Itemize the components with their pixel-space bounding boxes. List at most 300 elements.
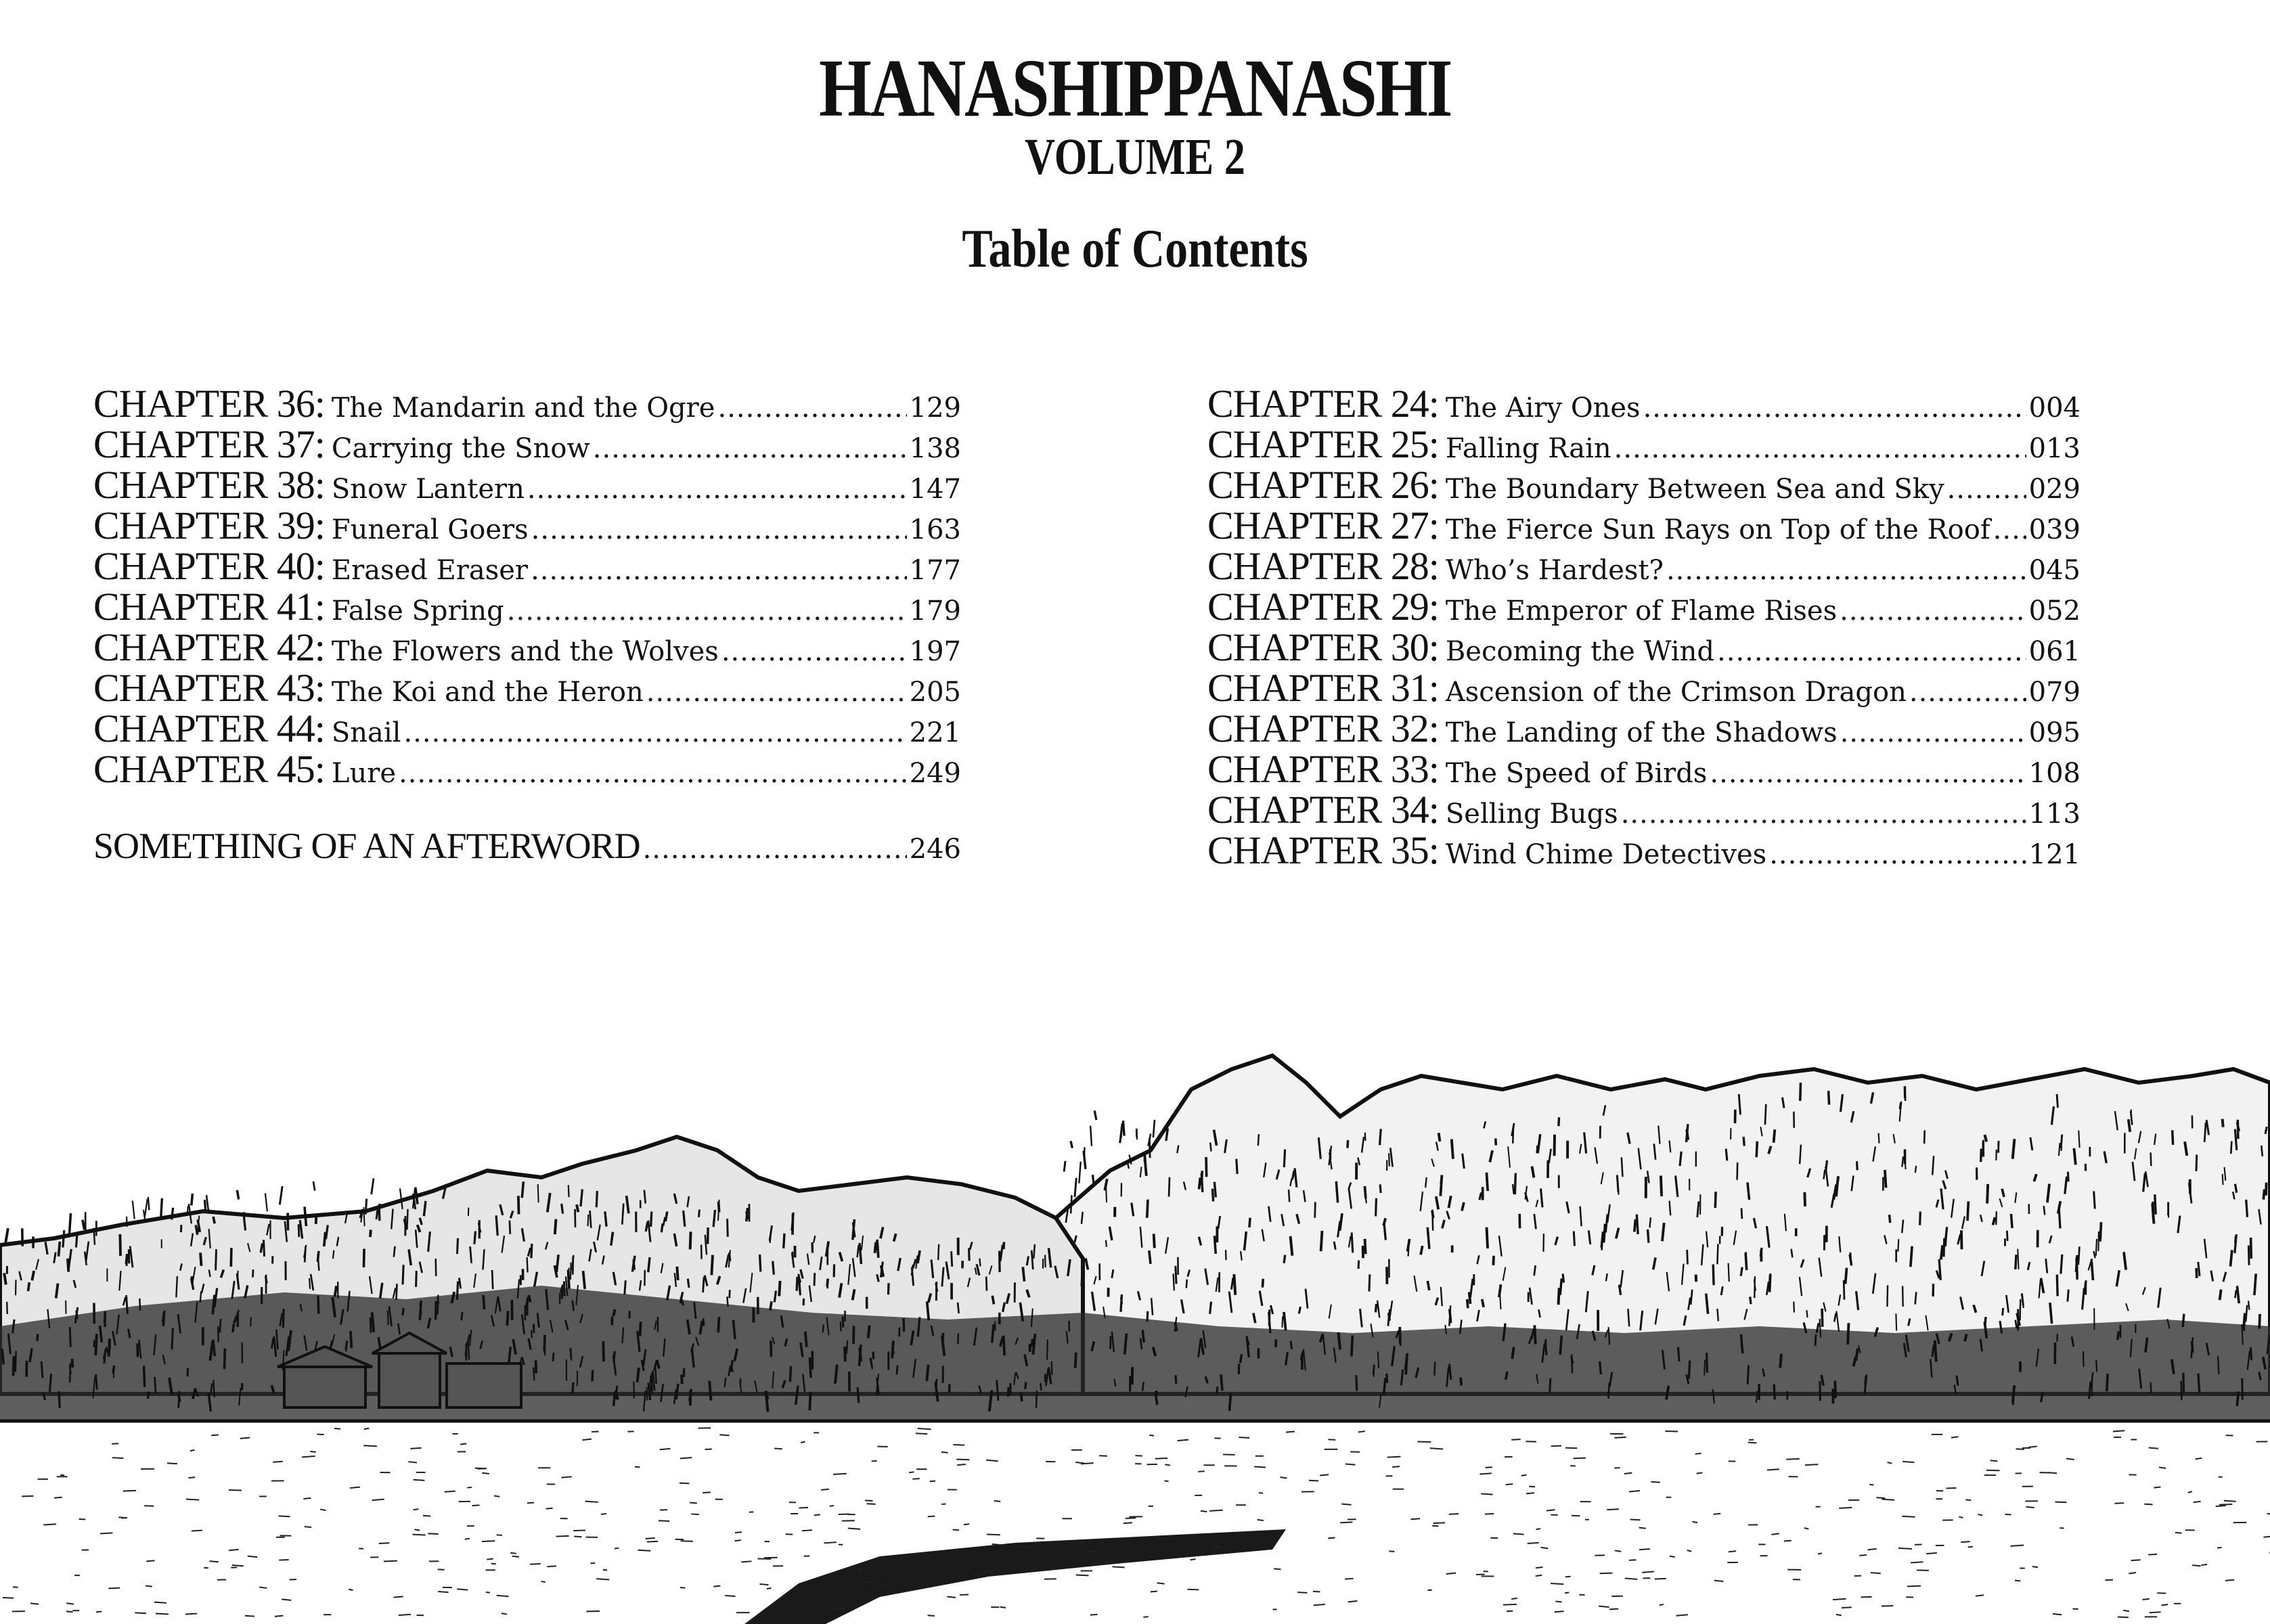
field-stroke bbox=[541, 1581, 546, 1582]
field-stroke bbox=[1214, 1545, 1220, 1546]
hatch-stroke bbox=[233, 1324, 234, 1332]
field-stroke bbox=[992, 1544, 1000, 1545]
field-stroke bbox=[2192, 1565, 2200, 1566]
hatch-stroke bbox=[888, 1283, 889, 1294]
field-stroke bbox=[984, 1571, 994, 1572]
hatch-stroke bbox=[1915, 1166, 1916, 1173]
hatch-stroke bbox=[1432, 1210, 1433, 1231]
hatch-stroke bbox=[1550, 1378, 1551, 1393]
hatch-stroke bbox=[1120, 1123, 1123, 1143]
field-stroke bbox=[814, 1514, 820, 1515]
hatch-stroke bbox=[1380, 1184, 1381, 1193]
hatch-stroke bbox=[1025, 1382, 1026, 1389]
hatch-stroke bbox=[104, 1311, 106, 1323]
page-number: 079 bbox=[2028, 677, 2080, 708]
hatch-stroke bbox=[2191, 1341, 2192, 1353]
hatch-stroke bbox=[592, 1370, 593, 1382]
field-stroke bbox=[1573, 1458, 1585, 1459]
hatch-stroke bbox=[1765, 1104, 1766, 1125]
hatch-stroke bbox=[860, 1347, 861, 1361]
page-number: 197 bbox=[909, 636, 961, 667]
dot-leader bbox=[1614, 433, 2026, 464]
hatch-stroke bbox=[1338, 1332, 1340, 1350]
field-stroke bbox=[245, 1616, 254, 1617]
chapter-title: The Koi and the Heron bbox=[331, 677, 644, 708]
hatch-stroke bbox=[1850, 1253, 1851, 1261]
field-stroke bbox=[108, 1588, 120, 1589]
hatch-stroke bbox=[133, 1200, 135, 1219]
field-stroke bbox=[646, 1538, 655, 1539]
field-stroke bbox=[1978, 1514, 1982, 1515]
field-stroke bbox=[1348, 1601, 1358, 1602]
hatch-stroke bbox=[2100, 1222, 2101, 1242]
toc-entry bbox=[93, 625, 961, 669]
field-stroke bbox=[411, 1448, 422, 1449]
field-stroke bbox=[2159, 1467, 2166, 1468]
field-stroke bbox=[586, 1611, 600, 1612]
hatch-stroke bbox=[1210, 1143, 1211, 1152]
field-stroke bbox=[1767, 1469, 1779, 1470]
field-stroke bbox=[741, 1561, 751, 1562]
page-number: 147 bbox=[909, 474, 961, 505]
hatch-stroke bbox=[1707, 1353, 1708, 1372]
field-stroke bbox=[1511, 1598, 1517, 1599]
hatch-stroke bbox=[109, 1338, 110, 1357]
hatch-stroke bbox=[1262, 1279, 1263, 1288]
hatch-stroke bbox=[927, 1301, 929, 1320]
hatch-stroke bbox=[1983, 1140, 1984, 1154]
hatch-stroke bbox=[2151, 1382, 2152, 1393]
hatch-stroke bbox=[711, 1255, 713, 1276]
field-stroke bbox=[928, 1516, 935, 1517]
hatch-stroke bbox=[2013, 1139, 2015, 1159]
hatch-stroke bbox=[1427, 1281, 1429, 1290]
field-stroke bbox=[918, 1428, 931, 1429]
hatch-stroke bbox=[172, 1208, 173, 1220]
field-stroke bbox=[1432, 1526, 1438, 1527]
hatch-stroke bbox=[1648, 1230, 1649, 1243]
field-stroke bbox=[1624, 1473, 1632, 1474]
hatch-stroke bbox=[316, 1215, 317, 1224]
page-number: 052 bbox=[2028, 595, 2080, 627]
chapter-number: CHAPTER 42: bbox=[93, 625, 325, 669]
hatch-stroke bbox=[703, 1277, 704, 1292]
field-stroke bbox=[1926, 1553, 1937, 1554]
hatch-stroke bbox=[213, 1380, 214, 1397]
hatch-stroke bbox=[1258, 1134, 1259, 1146]
hatch-stroke bbox=[661, 1223, 663, 1232]
field-stroke bbox=[2032, 1566, 2038, 1567]
hatch-stroke bbox=[94, 1340, 95, 1347]
hatch-stroke bbox=[527, 1257, 528, 1272]
field-stroke bbox=[1976, 1595, 1984, 1596]
hatch-stroke bbox=[1560, 1336, 1561, 1355]
hatch-stroke bbox=[814, 1273, 815, 1286]
field-stroke bbox=[635, 1467, 640, 1468]
hatch-stroke bbox=[1186, 1280, 1187, 1288]
hatch-stroke bbox=[1452, 1139, 1453, 1158]
hatch-stroke bbox=[927, 1365, 928, 1381]
field-stroke bbox=[1861, 1597, 1872, 1598]
toc-entry bbox=[1207, 543, 2080, 588]
hatch-stroke bbox=[1221, 1374, 1222, 1391]
dot-leader bbox=[527, 474, 907, 505]
field-stroke bbox=[1165, 1464, 1170, 1465]
page-number: 108 bbox=[2028, 758, 2080, 789]
hatch-stroke bbox=[436, 1301, 437, 1320]
hatch-stroke bbox=[760, 1255, 761, 1271]
hatch-stroke bbox=[1321, 1231, 1322, 1251]
field-stroke bbox=[1000, 1607, 1006, 1608]
field-stroke bbox=[1286, 1431, 1295, 1432]
hatch-stroke bbox=[216, 1249, 217, 1270]
hatch-stroke bbox=[1082, 1212, 1083, 1224]
hatch-stroke bbox=[59, 1242, 60, 1257]
hatch-stroke bbox=[1680, 1152, 1681, 1166]
hatch-stroke bbox=[2011, 1214, 2012, 1228]
hatch-stroke bbox=[213, 1217, 215, 1223]
dot-leader bbox=[1947, 474, 2026, 505]
field-stroke bbox=[43, 1524, 56, 1525]
hatch-stroke bbox=[200, 1291, 201, 1303]
field-stroke bbox=[487, 1558, 493, 1559]
hatch-stroke bbox=[538, 1184, 539, 1202]
hatch-stroke bbox=[317, 1251, 319, 1262]
hatch-stroke bbox=[95, 1334, 97, 1355]
hatch-stroke bbox=[1036, 1391, 1037, 1407]
hatch-stroke bbox=[2129, 1119, 2130, 1132]
hatch-stroke bbox=[2013, 1386, 2014, 1405]
hatch-stroke bbox=[145, 1199, 148, 1217]
field-stroke bbox=[824, 1542, 837, 1543]
hatch-stroke bbox=[1144, 1155, 1147, 1175]
field-stroke bbox=[1239, 1437, 1249, 1438]
field-stroke bbox=[1198, 1471, 1204, 1472]
field-stroke bbox=[767, 1588, 772, 1589]
hatch-stroke bbox=[1094, 1110, 1096, 1120]
volume-label: VOLUME 2 bbox=[1025, 129, 1245, 185]
hatch-stroke bbox=[648, 1257, 650, 1272]
hatch-stroke bbox=[457, 1238, 458, 1254]
hatch-stroke bbox=[41, 1361, 43, 1378]
field-stroke bbox=[1670, 1556, 1675, 1557]
dot-leader bbox=[1840, 717, 2026, 748]
hatch-stroke bbox=[1376, 1198, 1377, 1217]
hatch-stroke bbox=[877, 1240, 878, 1258]
hatch-stroke bbox=[1421, 1246, 1423, 1255]
chapter-number: CHAPTER 35: bbox=[1207, 828, 1439, 872]
page-number: 004 bbox=[2028, 392, 2080, 424]
field-stroke bbox=[1786, 1459, 1800, 1460]
page-number: 061 bbox=[2028, 636, 2080, 667]
field-stroke bbox=[1651, 1482, 1660, 1483]
hatch-stroke bbox=[1756, 1142, 1757, 1158]
page-number: 163 bbox=[909, 514, 961, 545]
field-stroke bbox=[690, 1503, 697, 1504]
field-stroke bbox=[863, 1582, 874, 1583]
field-stroke bbox=[546, 1508, 553, 1509]
hatch-stroke bbox=[457, 1282, 458, 1300]
field-stroke bbox=[1054, 1568, 1061, 1569]
hatch-stroke bbox=[2107, 1374, 2108, 1391]
hatch-stroke bbox=[1284, 1255, 1285, 1263]
hatch-stroke bbox=[1439, 1133, 1440, 1141]
field-stroke bbox=[638, 1550, 650, 1551]
field-stroke bbox=[1188, 1589, 1199, 1590]
hatch-stroke bbox=[553, 1353, 554, 1361]
hatch-stroke bbox=[113, 1366, 114, 1374]
field-stroke bbox=[363, 1445, 377, 1446]
hatch-stroke bbox=[583, 1271, 585, 1289]
dot-leader bbox=[1666, 555, 2026, 586]
hatch-stroke bbox=[1425, 1177, 1427, 1188]
dot-leader bbox=[403, 717, 906, 748]
field-stroke bbox=[2188, 1491, 2192, 1492]
hatch-stroke bbox=[1780, 1354, 1781, 1368]
chapter-title: Selling Bugs bbox=[1445, 798, 1618, 830]
field-stroke bbox=[735, 1532, 742, 1533]
field-stroke bbox=[953, 1529, 960, 1530]
field-stroke bbox=[713, 1586, 720, 1587]
hatch-stroke bbox=[335, 1286, 336, 1296]
field-stroke bbox=[735, 1540, 741, 1541]
field-stroke bbox=[1536, 1567, 1542, 1568]
hatch-stroke bbox=[1637, 1215, 1638, 1234]
hatch-stroke bbox=[1291, 1341, 1292, 1349]
hatch-stroke bbox=[1600, 1361, 1601, 1374]
field-stroke bbox=[1729, 1551, 1736, 1552]
hatch-stroke bbox=[283, 1309, 284, 1328]
dot-leader bbox=[1643, 392, 2026, 424]
toc-entry bbox=[93, 503, 961, 547]
field-stroke bbox=[872, 1461, 877, 1462]
field-stroke bbox=[30, 1603, 39, 1604]
hatch-stroke bbox=[2263, 1190, 2264, 1200]
hatch-stroke bbox=[372, 1178, 374, 1194]
field-stroke bbox=[2144, 1504, 2152, 1505]
field-stroke bbox=[350, 1487, 360, 1488]
chapter-number: CHAPTER 37: bbox=[93, 422, 325, 466]
hatch-stroke bbox=[1441, 1176, 1442, 1183]
hatch-stroke bbox=[333, 1250, 334, 1259]
hatch-stroke bbox=[590, 1211, 592, 1228]
chapter-number: CHAPTER 30: bbox=[1207, 625, 1439, 669]
hatch-stroke bbox=[1704, 1360, 1705, 1376]
toc-right-column bbox=[1207, 381, 2080, 872]
hatch-stroke bbox=[1513, 1184, 1514, 1194]
chapter-number: CHAPTER 33: bbox=[1207, 747, 1439, 791]
field-stroke bbox=[1328, 1439, 1335, 1440]
hatch-stroke bbox=[703, 1318, 704, 1326]
toc-entry bbox=[93, 706, 961, 750]
hatch-stroke bbox=[2061, 1255, 2062, 1274]
field-stroke bbox=[467, 1487, 472, 1488]
hatch-stroke bbox=[577, 1204, 578, 1212]
hatch-stroke bbox=[596, 1191, 597, 1207]
hatch-stroke bbox=[773, 1261, 774, 1275]
toc-heading: Table of Contents bbox=[962, 219, 1308, 279]
dot-leader bbox=[1621, 798, 2026, 830]
hatch-stroke bbox=[1661, 1175, 1662, 1196]
field-stroke bbox=[1859, 1555, 1867, 1556]
hatch-stroke bbox=[1216, 1386, 1217, 1394]
field-stroke bbox=[1565, 1448, 1577, 1449]
hatch-stroke bbox=[2094, 1191, 2095, 1209]
field-stroke bbox=[460, 1443, 466, 1444]
hatch-stroke bbox=[1084, 1147, 1085, 1159]
hatch-stroke bbox=[49, 1374, 51, 1392]
field-stroke bbox=[1660, 1604, 1664, 1605]
toc-entry bbox=[1207, 625, 2080, 669]
field-stroke bbox=[349, 1589, 353, 1590]
field-stroke bbox=[1112, 1566, 1124, 1567]
hatch-stroke bbox=[1741, 1208, 1742, 1219]
hatch-stroke bbox=[868, 1326, 870, 1338]
hatch-stroke bbox=[614, 1393, 615, 1406]
hatch-stroke bbox=[1075, 1178, 1076, 1197]
hatch-stroke bbox=[555, 1219, 556, 1235]
hatch-stroke bbox=[72, 1359, 73, 1368]
toc-entry bbox=[1207, 462, 2080, 507]
dot-leader bbox=[1717, 636, 2026, 667]
hatch-stroke bbox=[2183, 1314, 2184, 1328]
hatch-stroke bbox=[1149, 1250, 1151, 1264]
hatch-stroke bbox=[2020, 1299, 2021, 1320]
hatch-stroke bbox=[2244, 1313, 2245, 1328]
hatch-stroke bbox=[518, 1196, 519, 1214]
field-stroke bbox=[146, 1586, 152, 1587]
hatch-stroke bbox=[588, 1215, 589, 1226]
field-stroke bbox=[2105, 1580, 2113, 1581]
toc-entry bbox=[1207, 422, 2080, 466]
field-stroke bbox=[275, 1616, 283, 1617]
field-stroke bbox=[2055, 1502, 2066, 1503]
field-stroke bbox=[1565, 1592, 1569, 1593]
field-stroke bbox=[66, 1611, 73, 1612]
field-stroke bbox=[1639, 1549, 1650, 1550]
hatch-stroke bbox=[196, 1225, 198, 1234]
hatch-stroke bbox=[622, 1328, 623, 1343]
page-number: 045 bbox=[2028, 555, 2080, 586]
field-stroke bbox=[1358, 1431, 1365, 1432]
hatch-stroke bbox=[93, 1228, 95, 1245]
hatch-stroke bbox=[1770, 1274, 1771, 1292]
field-stroke bbox=[2161, 1604, 2168, 1605]
chapter-title: The Boundary Between Sea and Sky bbox=[1445, 474, 1944, 505]
hatch-stroke bbox=[1965, 1334, 1967, 1341]
field-stroke bbox=[1888, 1462, 1892, 1463]
hatch-stroke bbox=[1075, 1353, 1076, 1368]
page-number: 221 bbox=[909, 717, 961, 748]
field-stroke bbox=[1968, 1547, 1973, 1548]
field-stroke bbox=[1446, 1573, 1456, 1574]
hatch-stroke bbox=[533, 1367, 534, 1380]
hatch-stroke bbox=[1123, 1121, 1124, 1135]
hatch-stroke bbox=[1282, 1316, 1283, 1328]
page-number: 179 bbox=[909, 595, 961, 627]
field-stroke bbox=[188, 1477, 195, 1478]
hatch-stroke bbox=[244, 1212, 245, 1226]
toc-entry bbox=[93, 422, 961, 466]
hatch-stroke bbox=[1911, 1246, 1912, 1267]
hatch-stroke bbox=[1041, 1383, 1042, 1391]
hatch-stroke bbox=[1356, 1375, 1357, 1391]
hatch-stroke bbox=[1142, 1330, 1144, 1342]
chapter-number: CHAPTER 36: bbox=[93, 382, 325, 426]
field-stroke bbox=[478, 1468, 487, 1469]
hatch-stroke bbox=[690, 1391, 691, 1405]
field-stroke bbox=[502, 1613, 507, 1614]
field-stroke bbox=[472, 1505, 479, 1506]
hatch-stroke bbox=[2, 1349, 3, 1364]
hatch-stroke bbox=[688, 1279, 689, 1288]
hatch-stroke bbox=[986, 1277, 987, 1291]
hatch-stroke bbox=[1214, 1182, 1216, 1198]
hatch-stroke bbox=[1210, 1302, 1211, 1314]
hatch-stroke bbox=[651, 1211, 652, 1226]
hatch-stroke bbox=[1021, 1393, 1022, 1401]
dot-leader bbox=[531, 555, 907, 586]
chapter-title: Who’s Hardest? bbox=[1445, 555, 1664, 586]
hatch-stroke bbox=[1506, 1372, 1507, 1380]
hatch-stroke bbox=[1737, 1163, 1738, 1180]
field-stroke bbox=[1555, 1611, 1564, 1612]
field-stroke bbox=[1149, 1435, 1154, 1436]
chapter-title: False Spring bbox=[331, 595, 504, 627]
field-stroke bbox=[603, 1570, 607, 1571]
page-number: 121 bbox=[2028, 839, 2080, 870]
hatch-stroke bbox=[416, 1271, 417, 1287]
field-stroke bbox=[858, 1569, 862, 1570]
field-stroke bbox=[2053, 1614, 2062, 1615]
hatch-stroke bbox=[873, 1352, 874, 1359]
field-stroke bbox=[573, 1530, 585, 1531]
hatch-stroke bbox=[318, 1296, 319, 1314]
field-stroke bbox=[1965, 1499, 1971, 1500]
hatch-stroke bbox=[1201, 1171, 1202, 1185]
toc-entry bbox=[93, 462, 961, 507]
dot-leader bbox=[1993, 514, 2026, 545]
field-stroke bbox=[1209, 1510, 1223, 1511]
dot-leader bbox=[399, 758, 907, 789]
field-stroke bbox=[66, 1603, 74, 1604]
field-stroke bbox=[394, 1596, 403, 1597]
hatch-stroke bbox=[2078, 1131, 2079, 1148]
field-stroke bbox=[1513, 1534, 1524, 1535]
field-stroke bbox=[303, 1498, 311, 1499]
field-stroke bbox=[1506, 1484, 1513, 1485]
chapter-number: CHAPTER 34: bbox=[1207, 788, 1439, 832]
field-stroke bbox=[2225, 1580, 2234, 1581]
field-stroke bbox=[1990, 1460, 1998, 1461]
hatch-stroke bbox=[1820, 1319, 1821, 1338]
hatch-stroke bbox=[144, 1366, 145, 1386]
hatch-stroke bbox=[37, 1334, 38, 1341]
field-stroke bbox=[941, 1452, 948, 1453]
hatch-stroke bbox=[1961, 1230, 1962, 1249]
hatch-stroke bbox=[1622, 1157, 1623, 1177]
field-stroke bbox=[185, 1614, 197, 1615]
chapter-number: CHAPTER 27: bbox=[1207, 503, 1439, 547]
page-number: 113 bbox=[2028, 798, 2080, 830]
hatch-stroke bbox=[1365, 1239, 1366, 1254]
hatch-stroke bbox=[2250, 1347, 2251, 1360]
hatch-stroke bbox=[938, 1244, 939, 1261]
page-number: 013 bbox=[2028, 433, 2080, 464]
hatch-stroke bbox=[1545, 1341, 1546, 1355]
hatch-stroke bbox=[809, 1392, 810, 1410]
field-stroke bbox=[1961, 1541, 1969, 1542]
